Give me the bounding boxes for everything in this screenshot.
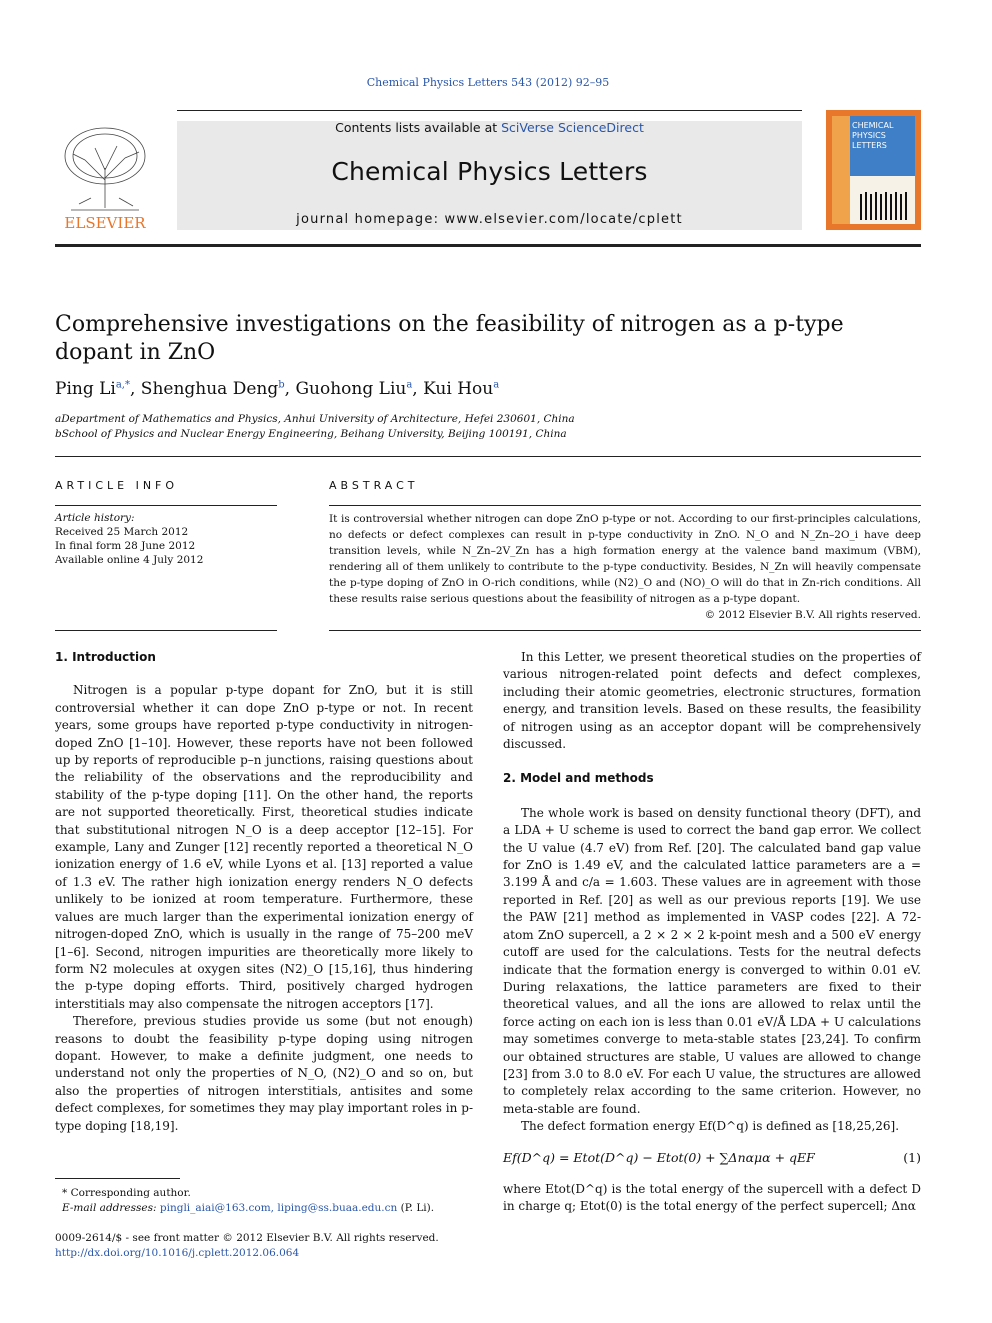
svg-text:CHEMICAL: CHEMICAL (852, 121, 894, 130)
divider (55, 456, 921, 457)
divider (329, 630, 921, 631)
email-label: E-mail addresses: (62, 1202, 157, 1214)
homepage-link[interactable]: www.elsevier.com/locate/cplett (444, 212, 683, 227)
contents-prefix: Contents lists available at (335, 120, 498, 135)
author-list: Ping $Li^{a,*}$, Shenghua Deng$^b$, Guohong Liu$^a$, Kui Hou$^a$ (55, 379, 500, 399)
copyright: © 2012 Elsevier B.V. All rights reserved. (704, 609, 921, 621)
methods-paragraph-2: The defect formation energy Ef(D^q) is defined as [18,25,26]. (521, 1119, 900, 1134)
author-name: Kui Hou (423, 379, 494, 399)
abstract-body (329, 511, 921, 623)
divider (329, 505, 921, 506)
journal-cover-thumbnail[interactable] (826, 110, 921, 230)
sciencedirect-link[interactable]: SciVerse ScienceDirect (501, 120, 644, 135)
equation-body: Ef(D^q) = Etot(D^q) − Etot(0) + ∑Δnαμα + qEF (503, 1150, 815, 1165)
author-name: Shenghua Deng (140, 379, 279, 399)
author-name: Guohong Liu (295, 379, 407, 399)
methods-continued (503, 1181, 921, 1216)
section-heading: 1. Introduction (55, 650, 156, 664)
author-affil-mark[interactable]: a (493, 379, 500, 391)
affiliations (55, 412, 575, 442)
intro-paragraph-3: In this Letter, we present theoretical studies on the properties of various nitrogen-related point defects and defect complexes, including their atomic geometries, electronic structures, formation energy, and transition levels. Based on these results, the feasibility of nitrogen using as an acceptor dopant will be comprehensively discussed. (503, 650, 921, 752)
left-column (55, 649, 473, 1135)
homepage-line (177, 212, 802, 227)
equation-number: (1) (903, 1150, 921, 1165)
author-name: Ping Li (55, 379, 116, 399)
svg-text:LETTERS: LETTERS (852, 141, 887, 150)
divider (55, 630, 277, 631)
abstract-text: It is controversial whether nitrogen can dope ZnO p-type or not. According to our first-principles calculations, no defects or defect complexes can result in p-type conductivity in ZnO. N_O and N_Zn–2O_i have deep transition levels, while N_Zn–2V_Zn has a high formation energy at the valence band maximum (VBM), rendering all of them unlikely to contribute to the p-type conductivity. Besides, N_Zn will heavily compensate the p-type doping of ZnO in O-rich conditions, while (N2)_O and (NO)_O will do that in Zn-rich conditions. All these results raise serious questions about the feasibility of nitrogen as a p-type dopant. (329, 513, 921, 605)
affiliation-b: bSchool of Physics and Nuclear Energy Engineering, Beihang University, Beijing 100191, China (55, 428, 567, 440)
front-matter (55, 1231, 475, 1261)
email-suffix: (P. Li). (400, 1202, 435, 1214)
methods-paragraph-1: The whole work is based on density functional theory (DFT), and a LDA + U scheme is used to correct the band gap error. We collect the U value (4.7 eV) from Ref. [20]. The calculated band gap value for ZnO is 1.49 eV, and the calculated lattice parameters are a = 3.199 Å and c/a = 1.603. These values are in agreement with those reported in Ref. [20] as well as our previous reports [19]. We use the PAW [21] method as implemented in VASP codes [22]. A 72-atom ZnO supercell, a 2 × 2 × 2 k-point mesh and a 500 eV energy cutoff are used for the calculations. Tests for the neutral defects indicate that the formation energy is converged to within 0.01 eV. During relaxations, the lattice parameters are fixed to their theoretical values, and all the ions are allowed to relax until the force acting on each ion is less than 0.01 eV/Å LDA + U calculations may sometimes converge to meta-stable states [23,24]. To confirm our obtained structures are stable, U values are allowed to change [23] from 3.0 to 8.0 eV. For each U value, the structures are allowed to completely relax according to the same criterion. However, no meta-stable are found. (503, 805, 921, 1116)
journal-title: Chemical Physics Letters (331, 157, 648, 186)
header-bottom-rule (55, 244, 921, 247)
article-title: Comprehensive investigations on the feasibility of nitrogen as a p-type dopant in ZnO (55, 312, 844, 365)
article-history (55, 511, 203, 567)
header-top-rule (177, 110, 802, 111)
email-links[interactable]: pingli_aiai@163.com, liping@ss.buaa.edu.cn (159, 1202, 398, 1214)
footnote-rule (55, 1178, 180, 1179)
svg-text:ELSEVIER: ELSEVIER (64, 214, 146, 232)
journal-reference[interactable]: Chemical Physics Letters 543 (2012) 92–95 (366, 76, 610, 89)
methods-paragraph-3: where Etot(D^q) is the total energy of the supercell with a defect D in charge q; Etot(0) is the total energy of the perfect supercell; Δnα (503, 1182, 921, 1214)
history-final: In final form 28 June 2012 (55, 540, 196, 552)
abstract-heading: ABSTRACT (329, 479, 419, 492)
divider (55, 505, 277, 506)
history-label: Article history: (55, 512, 135, 524)
corresponding-author-note: * Corresponding author. (62, 1187, 191, 1199)
article-info-heading: ARTICLE INFO (55, 479, 179, 492)
right-column (503, 649, 921, 1136)
affiliation-a: aDepartment of Mathematics and Physics, Anhui University of Architecture, Hefei 230601, China (55, 413, 575, 425)
author-affil-mark[interactable]: b (278, 379, 285, 391)
contents-line (177, 120, 802, 135)
homepage-prefix: journal homepage: (296, 212, 440, 227)
history-online: Available online 4 July 2012 (55, 554, 204, 566)
issn-line: 0009-2614/$ - see front matter © 2012 Elsevier B.V. All rights reserved. (55, 1232, 439, 1244)
footnotes (62, 1186, 472, 1216)
history-received: Received 25 March 2012 (55, 526, 189, 538)
intro-paragraph-2: Therefore, previous studies provide us some (but not enough) reasons to doubt the feasibility p-type doping using nitrogen dopant. However, to make a definite judgment, one needs to understand not only the properties of N_O, (N2)_O and so on, but also the properties of nitrogen interstitials, antisites and some defect complexes, for sometimes they may play important roles in p-type doping [18,19]. (55, 1014, 473, 1133)
svg-text:PHYSICS: PHYSICS (852, 131, 886, 140)
author-affil-mark[interactable]: a,* (115, 379, 130, 391)
elsevier-tree-logo (55, 120, 155, 232)
intro-paragraph-1: Nitrogen is a popular p-type dopant for ZnO, but it is still controversial whether it can dope ZnO p-type or not. In recent years, some groups have reported p-type conductivity in nitrogen-doped ZnO [1–10]. However, these reports have not been followed up by reports of reproducible p–n junctions, raising questions about the reliability of the observations and the reproducibility and stability of the p-type doping [11]. On the other hand, the reports are not supported theoretically. First, theoretical studies indicate that substitutional nitrogen N_O is a deep acceptor [12–15]. For example, Lany and Zunger [12] recently reported a theoretical N_O ionization energy of 1.6 eV, while Lyons et al. [13] reported a value of 1.3 eV. The rather high ionization energy renders N_O defects unlikely to be ionized at room temperature. Furthermore, these values are much larger than the experimental ionization energy of nitrogen-doped ZnO, which is usually in the range of 75–200 meV [1–6]. Second, nitrogen impurities are theoretically more likely to form N2 molecules at oxygen sites (N2)_O [15,16], thus hindering the p-type doping efforts. Third, positively charged hydrogen interstitials may also compensate the nitrogen acceptors [17]. (55, 683, 473, 1011)
doi-link[interactable]: http://dx.doi.org/10.1016/j.cplett.2012.06.064 (55, 1247, 300, 1259)
section-heading: 2. Model and methods (503, 771, 654, 786)
author-affil-mark[interactable]: a (406, 379, 413, 391)
equation-1 (503, 1150, 921, 1165)
